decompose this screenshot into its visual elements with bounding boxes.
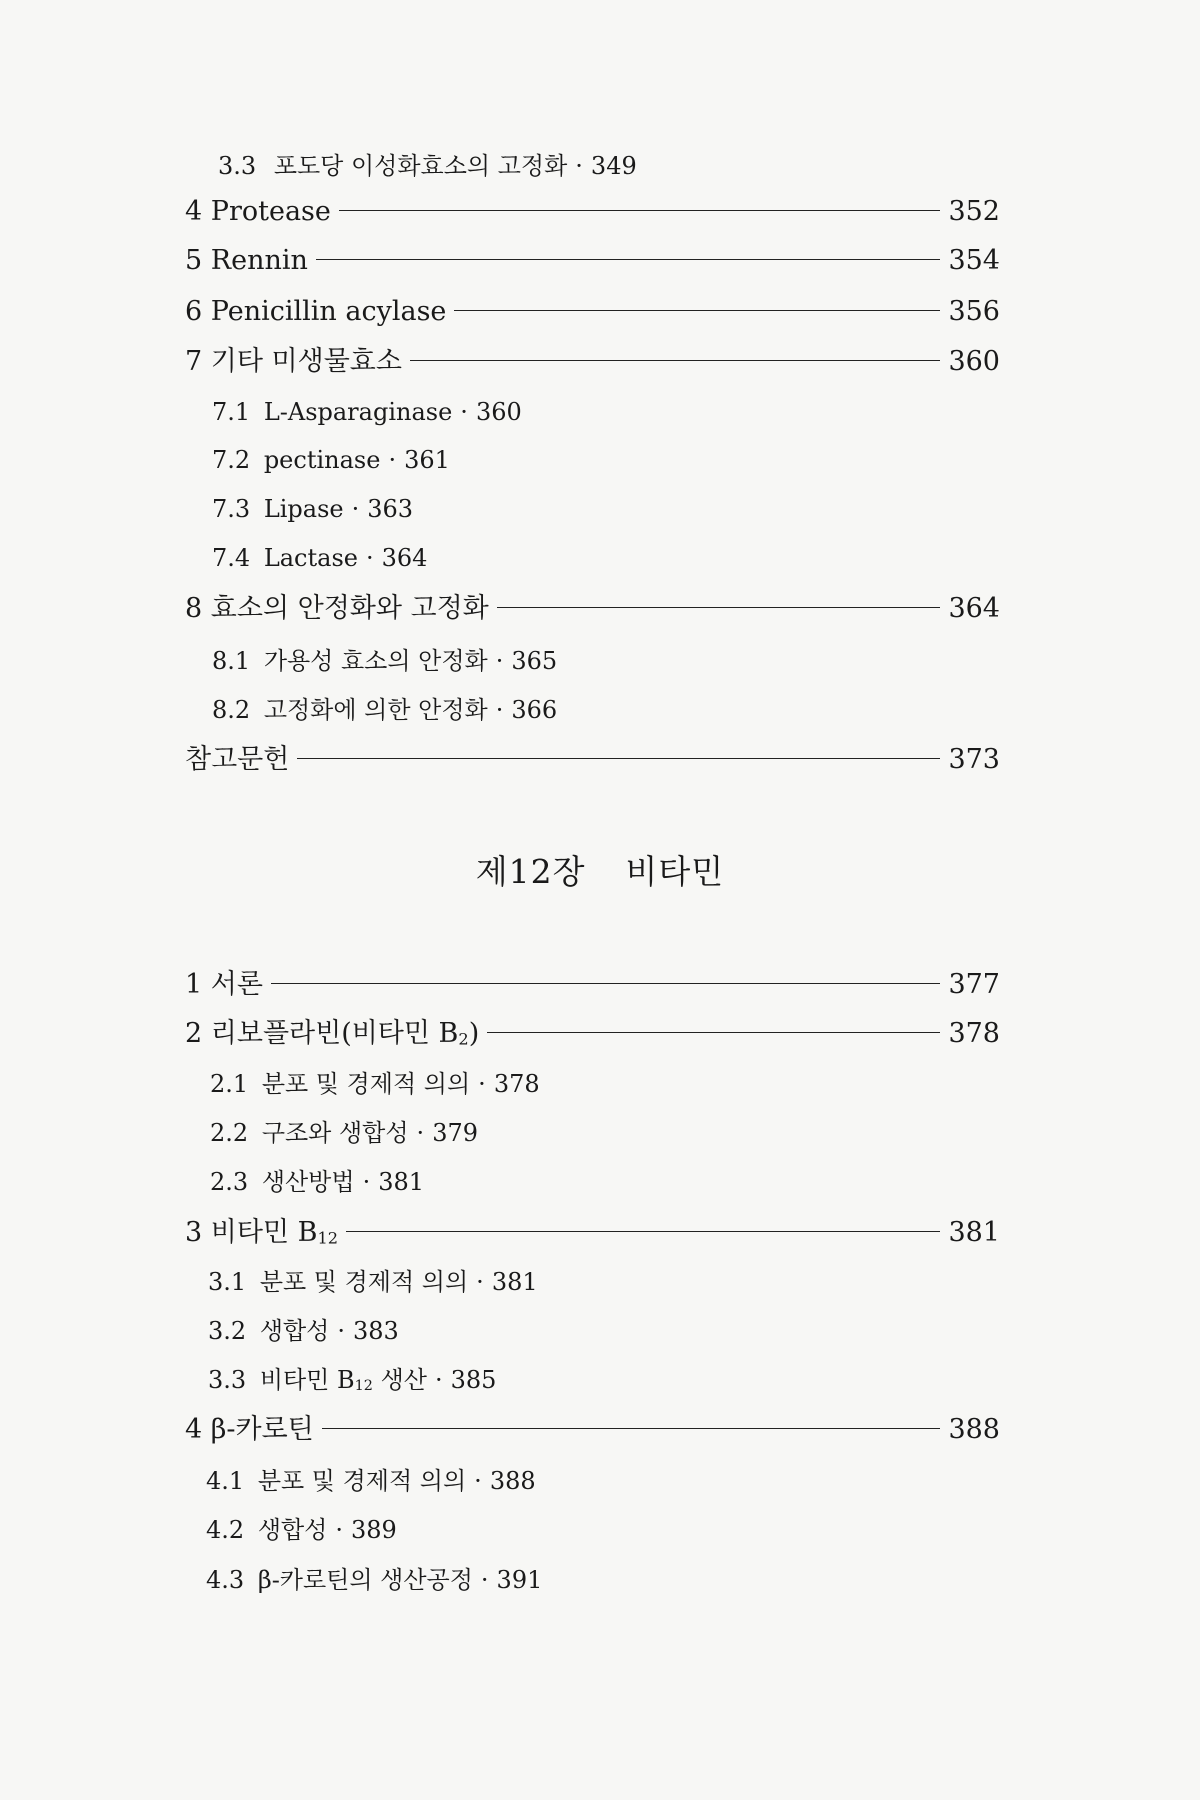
toc-subentry-2-3: 2.3 생산방법 · 381	[210, 1168, 425, 1196]
toc-entry-3	[185, 1216, 1000, 1255]
toc-subentry-number: 3.3	[218, 152, 257, 180]
toc-entry-label: 4 Protease	[185, 196, 331, 227]
dot-leader	[316, 259, 941, 260]
toc-entry-2	[185, 1017, 1000, 1056]
toc-entry-page: 356	[948, 296, 1000, 327]
toc-subentry-7-1: 7.1 L-Asparaginase · 360	[212, 398, 522, 426]
toc-subentry-page: 349	[590, 152, 637, 180]
toc-entry-label: 2 리보플라빈(비타민 $B_2$)	[185, 1018, 480, 1049]
toc-subentry-3-3-b: 3.3 비타민 $B_{12}$ 생산 · 385	[208, 1366, 497, 1395]
toc-entry-label: 4 β-카로틴	[185, 1414, 314, 1445]
chapter-label: 제12장	[475, 852, 586, 891]
toc-entry-page: 378	[948, 1018, 1000, 1049]
toc-subentry-text: 포도당 이성화효소의 고정화	[273, 152, 568, 180]
chapter-name: 비타민	[625, 852, 725, 891]
chapter-title	[0, 852, 1200, 892]
dot-leader	[339, 210, 941, 211]
toc-entry-page: 352	[948, 196, 1000, 227]
toc-entry-page: 388	[948, 1414, 1000, 1445]
toc-entry-label: 7 기타 미생물효소	[185, 346, 402, 377]
toc-entry-8	[185, 592, 1000, 626]
dot-leader	[487, 1032, 940, 1033]
dot-leader	[271, 983, 941, 984]
toc-subentry-8-1: 8.1 가용성 효소의 안정화 · 365	[212, 647, 558, 675]
toc-entry-5	[185, 244, 1000, 278]
dot-leader	[346, 1231, 940, 1232]
toc-entry-label: 3 비타민 $B_{12}$	[185, 1217, 339, 1248]
toc-entry-1	[185, 968, 1000, 1002]
toc-entry-label: 8 효소의 안정화와 고정화	[185, 593, 489, 624]
toc-entry-4	[185, 195, 1000, 229]
toc-entry-page: 360	[948, 346, 1000, 377]
toc-entry-page: 364	[948, 593, 1000, 624]
dot-leader	[497, 607, 941, 608]
toc-entry-page: 381	[948, 1217, 1000, 1248]
toc-subentry-2-1: 2.1 분포 및 경제적 의의 · 378	[210, 1070, 540, 1098]
toc-entry-page: 377	[948, 969, 1000, 1000]
dot-leader	[322, 1428, 941, 1429]
toc-subentry-2-2: 2.2 구조와 생합성 · 379	[210, 1119, 478, 1147]
toc-subentry-7-2: 7.2 pectinase · 361	[212, 446, 450, 474]
toc-subentry-4-2: 4.2 생합성 · 389	[206, 1516, 397, 1544]
toc-entry-page: 354	[948, 245, 1000, 276]
dot-leader	[410, 360, 941, 361]
toc-entry-label: 1 서론	[185, 969, 263, 1000]
dot-leader	[297, 758, 940, 759]
dot-leader	[454, 310, 940, 311]
toc-subentry-4-3: 4.3 β-카로틴의 생산공정 · 391	[206, 1566, 543, 1594]
toc-subentry-7-3: 7.3 Lipase · 363	[212, 495, 414, 523]
toc-entry-6	[185, 295, 1000, 329]
toc-entry-label: 6 Penicillin acylase	[185, 296, 447, 327]
toc-subentry-4-1: 4.1 분포 및 경제적 의의 · 388	[206, 1467, 536, 1495]
toc-entry-label: 참고문헌	[185, 744, 290, 775]
toc-subentry-3-2-b: 3.2 생합성 · 383	[208, 1317, 399, 1345]
toc-entry-page: 373	[948, 744, 1000, 775]
toc-entry-references	[185, 743, 1000, 777]
toc-entry-7	[185, 345, 1000, 379]
toc-subentry-3-3: 3.3 포도당 이성화효소의 고정화 · 349	[218, 152, 637, 180]
toc-entry-4-b	[185, 1413, 1000, 1447]
toc-entry-label: 5 Rennin	[185, 245, 308, 276]
toc-subentry-3-1-b: 3.1 분포 및 경제적 의의 · 381	[208, 1268, 538, 1296]
toc-subentry-7-4: 7.4 Lactase · 364	[212, 544, 428, 572]
toc-subentry-8-2: 8.2 고정화에 의한 안정화 · 366	[212, 696, 558, 724]
